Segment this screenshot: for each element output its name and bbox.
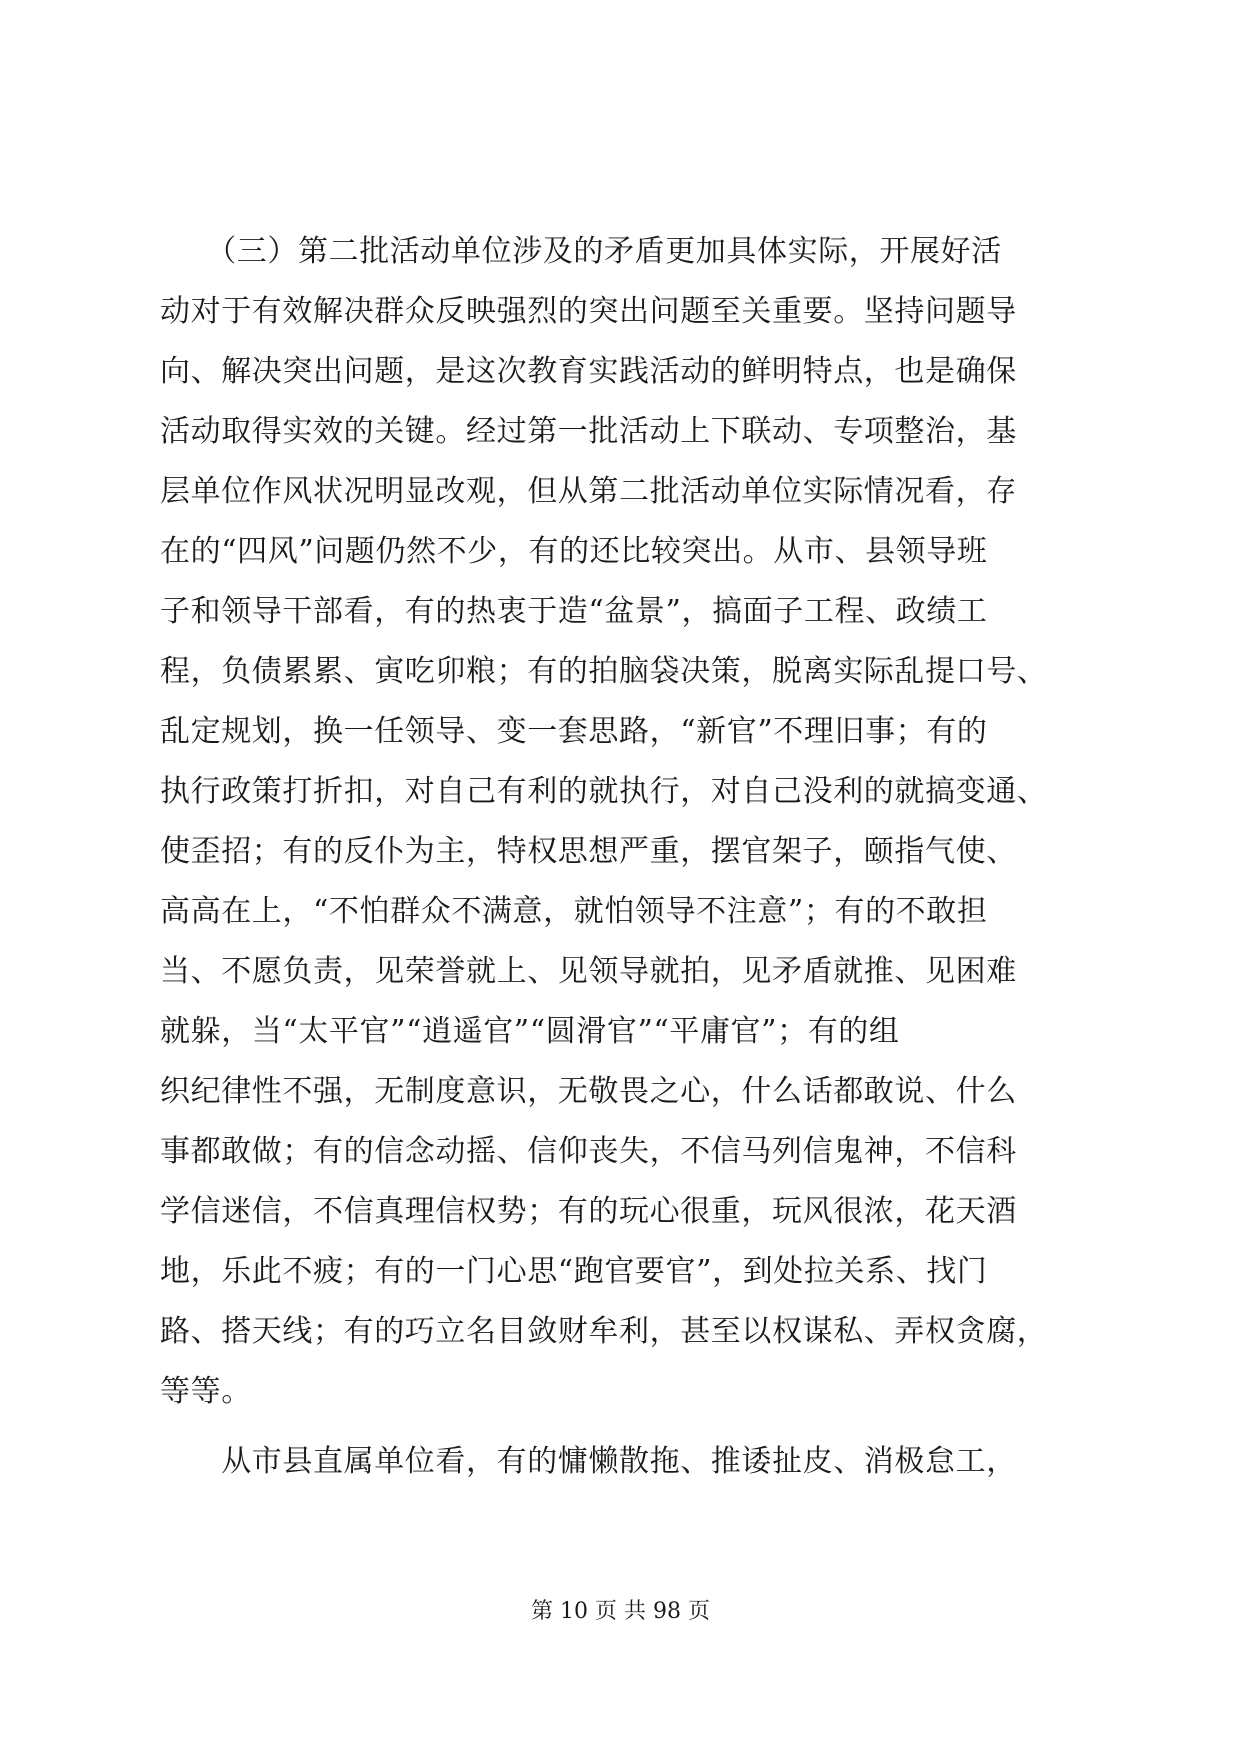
- text-line: 乱定规划，换一任领导、变一套思路，“新官”不理旧事；有的: [160, 714, 988, 749]
- text-line: 等等。: [160, 1374, 252, 1409]
- text-line: 就躲，当“太平官”“逍遥官”“圆滑官”“平庸官”；有的组: [160, 1014, 900, 1049]
- text-line: 当、不愿负责，见荣誉就上、见领导就拍，见矛盾就推、见困难: [160, 954, 1017, 989]
- text-line: 路、搭天线；有的巧立名目敛财牟利，甚至以权谋私、弄权贪腐，: [160, 1314, 1048, 1349]
- text-line: 执行政策打折扣，对自己有利的就执行，对自己没利的就搞变通、: [160, 774, 1048, 809]
- text-line: 在的“四风”问题仍然不少，有的还比较突出。从市、县领导班: [160, 534, 988, 569]
- text-line: 层单位作风状况明显改观，但从第二批活动单位实际情况看，存: [160, 474, 1017, 509]
- text-line: （三）第二批活动单位涉及的矛盾更加具体实际，开展好活: [160, 234, 1002, 269]
- text-line: 动对于有效解决群众反映强烈的突出问题至关重要。坚持问题导: [160, 294, 1017, 329]
- document-body: [160, 222, 1080, 1492]
- text-line: 活动取得实效的关键。经过第一批活动上下联动、专项整治，基: [160, 414, 1017, 449]
- text-line: 事都敢做；有的信念动摇、信仰丧失，不信马列信鬼神，不信科: [160, 1134, 1017, 1169]
- text-line: 学信迷信，不信真理信权势；有的玩心很重，玩风很浓，花天酒: [160, 1194, 1017, 1229]
- text-line: 地，乐此不疲；有的一门心思“跑官要官”，到处拉关系、找门: [160, 1254, 988, 1289]
- text-line: 向、解决突出问题，是这次教育实践活动的鲜明特点，也是确保: [160, 354, 1017, 389]
- text-line: 从市县直属单位看，有的慵懒散拖、推诿扯皮、消极怠工，: [160, 1444, 1017, 1479]
- page-number-footer: 第 10 页 共 98 页: [531, 1599, 710, 1624]
- text-line: 程，负债累累、寅吃卯粮；有的拍脑袋决策，脱离实际乱提口号、: [160, 654, 1048, 689]
- text-line: 使歪招；有的反仆为主，特权思想严重，摆官架子，颐指气使、: [160, 834, 1017, 869]
- text-line: 高高在上，“不怕群众不满意，就怕领导不注意”；有的不敢担: [160, 894, 988, 929]
- text-line: 织纪律性不强，无制度意识，无敬畏之心，什么话都敢说、什么: [160, 1074, 1017, 1109]
- text-line: 子和领导干部看，有的热衷于造“盆景”，搞面子工程、政绩工: [160, 594, 988, 629]
